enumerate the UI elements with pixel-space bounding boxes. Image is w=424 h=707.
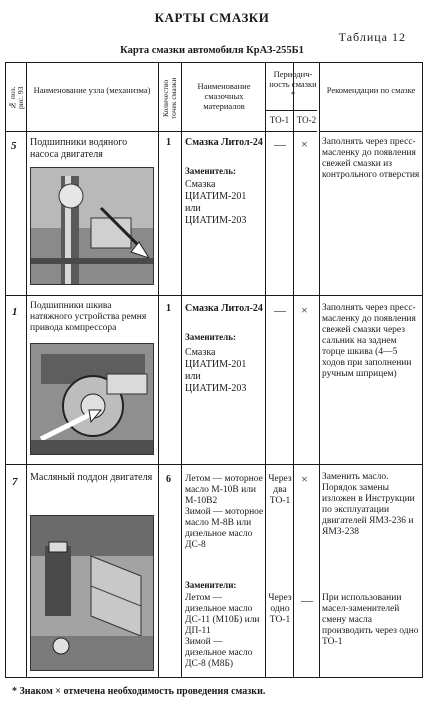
- oil-pan-illustration: [30, 515, 154, 671]
- table-number: Таблица 12: [338, 30, 406, 44]
- col-divider: [158, 63, 159, 677]
- to1-mark: —: [274, 303, 286, 317]
- header-pos-no: № поз. рис. 93: [8, 86, 25, 110]
- col-divider: [293, 63, 294, 677]
- header-to1: ТО-1: [269, 115, 290, 125]
- header-recommendations: Рекомендации по смазке: [326, 85, 416, 95]
- substitutes: Смазка ЦИАТИМ-201 или ЦИАТИМ-203: [185, 347, 247, 394]
- to1-mark: —: [274, 137, 286, 151]
- unit-name: Подшипники водяного насоса двигателя: [30, 137, 128, 160]
- lubrication-table: [5, 62, 423, 678]
- water-pump-illustration: [30, 167, 154, 285]
- unit-name: Масляный поддон двигателя: [30, 472, 153, 483]
- recommendation: При использовании масел-заменителей смену масла производить через одно ТО-1: [322, 593, 419, 647]
- to2-mark: ×: [301, 472, 308, 486]
- material: Смазка Литол-24: [185, 137, 263, 148]
- header-materials: Наименование смазочных материалов: [197, 81, 251, 111]
- recommendation: Заполнять через пресс-масленку до появления свежей смазки через сальник на заднем торце шкива (4—5 ходов при заполнении ручным шприцем): [322, 303, 416, 379]
- header-unit-name: Наименование узла (механизма): [33, 85, 151, 95]
- substitute-label: Заменители:: [185, 580, 237, 590]
- substitutes: Смазка ЦИАТИМ-201 или ЦИАТИМ-203: [185, 179, 247, 226]
- recommendation: Заменить масло. Порядок замены изложен в Инструкции по эксплуатации двигателей ЯМЗ-236 и ЯМЗ-238: [322, 472, 415, 537]
- to1-interval: Через два ТО-1: [268, 474, 292, 506]
- points-count: 1: [166, 137, 171, 148]
- to2-mark: —: [301, 593, 313, 607]
- header-points-count: Количество точек смазки: [161, 77, 178, 119]
- periodicity-divider: [265, 110, 317, 111]
- header-divider-left: [6, 131, 265, 132]
- to1-interval: Через одно ТО-1: [268, 593, 292, 625]
- recommendation: Заполнять через пресс-масленку до появления свежей смазки из контрольного отверстия: [322, 137, 420, 180]
- subheader-divider: [265, 131, 317, 132]
- material-primary: Летом — моторное масло М-10В или М-10В2 Зимой — моторное масло М-8В или дизельное масло ДС-8: [185, 474, 264, 550]
- header-to2: ТО-2: [296, 115, 317, 125]
- compressor-pulley-illustration: [30, 343, 154, 455]
- table-caption: Карта смазки автомобиля КрАЗ-255Б1: [120, 45, 304, 56]
- row-number: 1: [12, 306, 18, 318]
- footnote: * Знаком × отмечена необходимость проведения смазки.: [12, 686, 266, 697]
- row-divider: [6, 295, 422, 296]
- substitute-label: Заменитель:: [185, 332, 236, 342]
- col-divider: [181, 63, 182, 677]
- points-count: 1: [166, 303, 171, 314]
- col-divider: [319, 63, 320, 677]
- unit-name: Подшипники шкива натяжного устройства ремня привода компрессора: [30, 301, 147, 333]
- header-periodicity: Периодич-ность смазки *: [269, 69, 317, 99]
- col-divider: [26, 63, 27, 677]
- substitute-label: Заменитель:: [185, 166, 236, 176]
- to2-mark: ×: [301, 137, 308, 151]
- col-divider: [265, 63, 266, 677]
- page-title: КАРТЫ СМАЗКИ: [154, 10, 270, 25]
- header-divider-right: [319, 131, 422, 132]
- material-substitute: Летом — дизельное масло ДС-11 (М10Б) или ДП-11 Зимой — дизельное масло ДС-8 (М8Б): [185, 593, 260, 669]
- material: Смазка Литол-24: [185, 303, 263, 314]
- row-number: 5: [11, 140, 17, 152]
- row-divider: [6, 464, 422, 465]
- points-count: 6: [166, 474, 171, 485]
- row-number: 7: [12, 476, 18, 488]
- to2-mark: ×: [301, 303, 308, 317]
